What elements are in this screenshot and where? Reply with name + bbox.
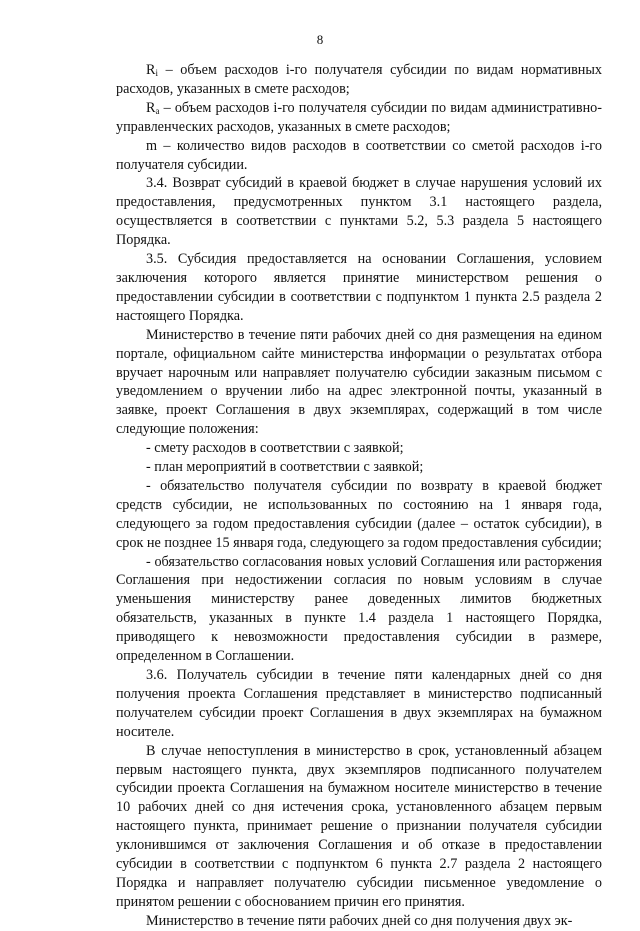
paragraph-text: – объем расходов i-го получателя субсидии по видам нормативных расходов, указанных в смете расходов; (116, 62, 602, 97)
paragraph-ministry-actions: Министерство в течение пяти рабочих дней со дня размещения на едином портале, официальном сайте министерства информации о результатах отбора вручает нарочным или направляет получателю субсидии заказным письмом с уведомлением о вручении либо на адрес электронной почты, указанный в заявке, проект Соглашения в двух экземплярах, содержащий в том числе следующие положения: (116, 326, 602, 438)
paragraph-3-6: 3.6. Получатель субсидии в течение пяти календарных дней со дня получения проекта Соглашения представляет в министерство подписанный получателем субсидии проект Соглашения в двух экземплярах на бумажном носителе. (116, 667, 602, 740)
bullet-refund-obligation: - обязательство получателя субсидии по возврату в краевой бюджет средств субсидии, не использованных по состоянию на 1 января года, следующего за годом предоставления субсидии (далее – остаток субсидии), в срок не позднее 15 января года, следующего за годом предоставления субсидии; (116, 477, 602, 551)
symbol-subscript: i (155, 68, 158, 78)
symbol-subscript: a (155, 105, 160, 116)
document-body (116, 61, 602, 931)
paragraph-non-receipt: В случае непоступления в министерство в срок, установленный абзацем первым настоящего пункта, двух экземпляров подписанного получателем субсидии проекта Соглашения на бумажном носителе министерство в течение 10 рабочих дней со дня истечения срока, установленного абзацем первым настоящего пункта, принимает решение о признании получателя субсидии уклонившимся от заключения Соглашения и об отказе в предоставлении субсидии в соответствии с подпунктом 6 пункта 2.7 раздела 2 настоящего Порядка и направляет получателю субсидии письменное уведомление о принятом решении с обоснованием причин его принятия. (116, 742, 602, 910)
paragraph-ra-definition (116, 99, 602, 137)
paragraph-continuation: Министерство в течение пяти рабочих дней со дня получения двух эк- (146, 912, 573, 929)
paragraph-text: – объем расходов i-го получателя субсидии по видам административно-управленческих расходов, указанных в смете расходов; (116, 99, 602, 135)
paragraph-ri-definition (116, 61, 602, 99)
bullet-agreement-obligation: - обязательство согласования новых условий Соглашения или расторжения Соглашения при недостижении согласия по новым условиям в случае уменьшения министерству ранее доведенных лимитов бюджетных обязательств, указанных в пункте 1.4 раздела 1 настоящего Порядка, приводящего к невозможности предоставления субсидии в размере, определенном в Соглашении. (116, 553, 602, 665)
bullet-smeta: - смету расходов в соответствии с заявкой; (146, 440, 404, 457)
symbol-r: R (146, 99, 156, 116)
paragraph-m-definition: m – количество видов расходов в соответствии со сметой расходов i-го получателя субсидии. (116, 137, 602, 173)
paragraph-3-5: 3.5. Субсидия предоставляется на основании Соглашения, условием заключения которого является принятие министерством решения о предоставлении субсидии в соответствии с подпунктом 1 пункта 2.5 раздела 2 настоящего Порядка. (116, 251, 602, 324)
bullet-plan: - план мероприятий в соответствии с заявкой; (146, 459, 424, 476)
paragraph-3-4: 3.4. Возврат субсидий в краевой бюджет в случае нарушения условий их предоставления, предусмотренных пунктом 3.1 настоящего раздела, осуществляется в соответствии с пунктами 5.2, 5.3 раздела 5 настоящего Порядка. (116, 175, 602, 249)
symbol-r: R (146, 62, 156, 78)
page-number: 8 (316, 32, 324, 47)
